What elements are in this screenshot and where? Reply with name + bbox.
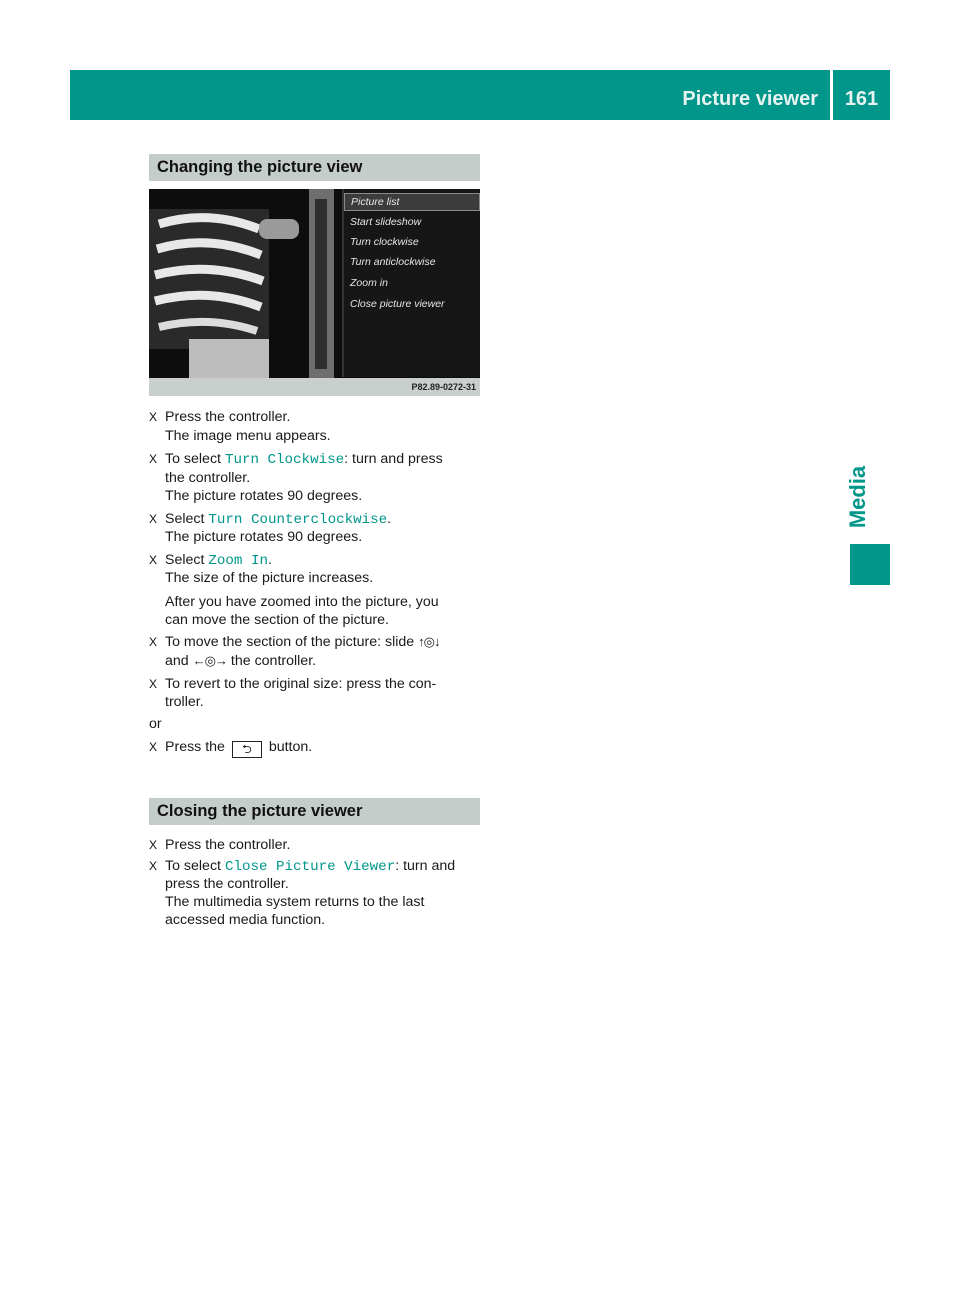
person-photo [149,189,344,378]
result-text: The image menu appears. [165,428,331,444]
result-text: The multimedia system returns to the last [165,894,425,910]
step-text: and ←◎→ the controller. [165,653,317,669]
menu-command: Turn Counterclockwise [208,512,388,528]
chapter-title: Picture viewer [682,88,818,110]
result-text: The picture rotates 90 degrees. [165,488,363,504]
step-text: Select Zoom In. [165,552,272,569]
bullet-icon: X [149,859,158,873]
bullet-icon: X [149,512,158,526]
result-text: The picture rotates 90 degrees. [165,529,363,545]
side-tab [838,457,878,537]
bullet-icon: X [149,410,158,424]
menu-command: Turn Clockwise [224,452,345,468]
bullet-icon: X [149,740,158,754]
controller-horizontal-icon: ←◎→ [192,653,227,668]
step-text: the controller. [165,470,251,486]
menu-item-picture-list: Picture list [344,193,480,211]
step-text: press the controller. [165,876,289,892]
page-header [70,70,890,120]
step-text: To select Close Picture Viewer: turn and [165,858,456,875]
section-heading-text: Closing the picture viewer [157,802,363,820]
result-text: The size of the picture increases. [165,570,374,586]
step-text: Press the ⮌ button. [165,739,313,756]
result-text: can move the section of the picture. [165,612,389,628]
bullet-icon: X [149,635,158,649]
picture-menu [342,189,480,377]
page-number: 161 [844,88,879,110]
result-text: accessed media function. [165,912,326,928]
back-button-icon: ⮌ [232,741,262,758]
side-tab-marker [850,544,890,585]
photo-code: P82.89-0272-31 [411,382,476,392]
step-text: troller. [165,694,204,710]
step-text: To select Turn Clockwise: turn and press [165,451,443,468]
menu-command: Zoom In [208,553,268,569]
menu-item-zoom-in: Zoom in [350,277,388,289]
step-text: Select Turn Counterclockwise. [165,511,392,528]
side-tab-label: Media [845,465,871,529]
result-text: After you have zoomed into the picture, you [165,594,439,610]
section-heading-text: Changing the picture view [157,158,363,176]
bullet-icon: X [149,452,158,466]
section-heading-closing-viewer [149,798,480,825]
menu-item-turn-anticlockwise: Turn anticlockwise [350,256,436,268]
step-text: Press the controller. [165,837,291,853]
menu-item-start-slideshow: Start slideshow [350,216,422,228]
bullet-icon: X [149,553,158,567]
step-text: Press the controller. [165,409,291,425]
step-text: To revert to the original size: press the con- [165,676,437,692]
bullet-icon: X [149,677,158,691]
menu-command: Close Picture Viewer [224,859,396,875]
section-heading-changing-view [149,154,480,181]
bullet-icon: X [149,838,158,852]
controller-vertical-icon: ↑◎↓ [418,634,440,649]
photo-caption [149,378,480,396]
screen-photo [149,189,480,396]
menu-item-turn-clockwise: Turn clockwise [350,236,419,248]
or-text: or [149,716,162,732]
step-text: To move the section of the picture: slide ↑◎↓ [165,634,440,650]
menu-item-close-viewer: Close picture viewer [350,298,445,310]
